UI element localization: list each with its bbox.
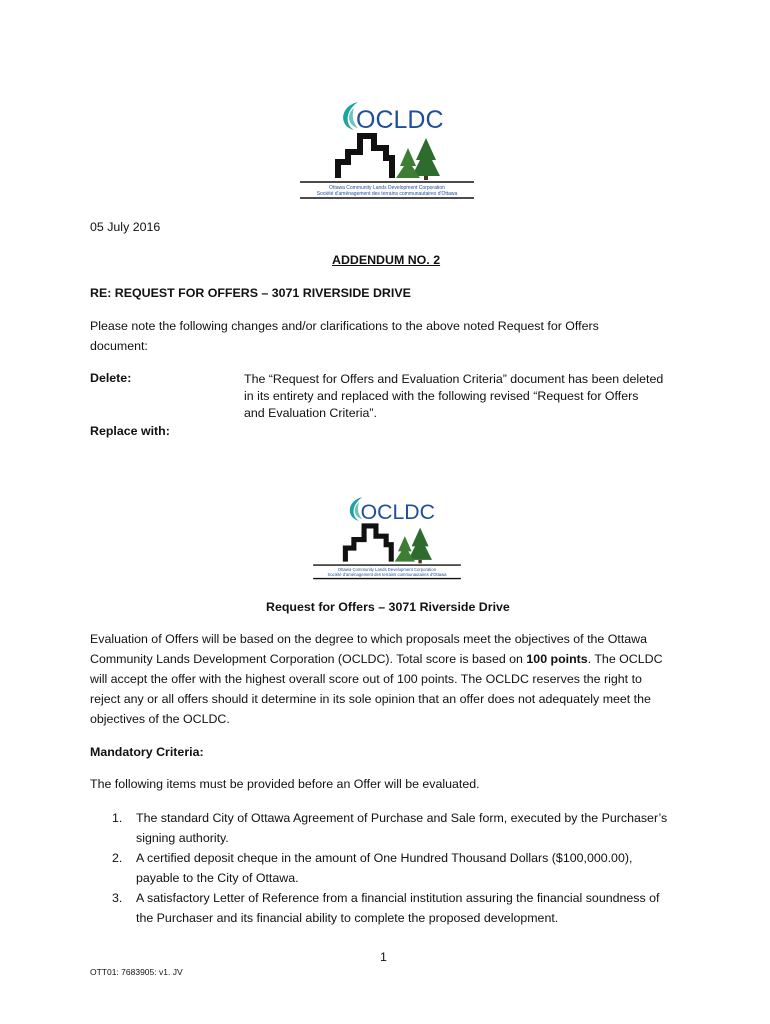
list-item (112, 848, 682, 888)
mandatory-list (112, 808, 682, 928)
svg-text:Société d'aménagement des terr: Société d'aménagement des terrains communautaires d'Ottawa (316, 191, 458, 197)
ocldc-logo-graphic (296, 96, 478, 202)
list-item (112, 808, 682, 848)
svg-text:OCLDC: OCLDC (356, 106, 444, 134)
rfo-title: Request for Offers – 3071 Riverside Drive (266, 600, 510, 614)
evaluation-line: Evaluation of Offers will be based on the degree to which proposals meet the objectives of the Ottawa (90, 632, 647, 646)
list-item-line: the Purchaser and its financial ability to complete the proposed development. (136, 911, 559, 925)
mandatory-heading: Mandatory Criteria: (90, 745, 204, 759)
list-item-line: The standard City of Ottawa Agreement of Purchase and Sale form, executed by the Purchaser’s (136, 811, 668, 825)
evaluation-line: reject any or all offers should it determine in its sole opinion that an offer does not adequately meet the (90, 692, 651, 706)
evaluation-text: Community Lands Development Corporation (OCLDC). Total score is based on (90, 652, 527, 666)
list-item-line: payable to the City of Ottawa. (136, 871, 299, 885)
intro-line: Please note the following changes and/or clarifications to the above noted Request for Offers (90, 319, 599, 333)
list-item-line: A satisfactory Letter of Reference from a financial institution assuring the financial soundness of (136, 891, 660, 905)
addendum-title: ADDENDUM NO. 2 (332, 253, 441, 267)
document-date: 05 July 2016 (90, 220, 161, 234)
svg-text:Société d'aménagement des terr: Société d'aménagement des terrains communautaires d'Ottawa (327, 572, 447, 578)
svg-text:OCLDC: OCLDC (360, 501, 435, 525)
list-item-number: 1. (112, 811, 123, 825)
re-line: RE: REQUEST FOR OFFERS – 3071 RIVERSIDE DRIVE (90, 286, 411, 300)
svg-text:Ottawa Community Lands Develop: Ottawa Community Lands Development Corporation (337, 566, 437, 572)
delete-text-line: and Evaluation Criteria”. (244, 406, 377, 420)
list-item (112, 888, 682, 928)
evaluation-text: . The OCLDC (587, 652, 663, 666)
evaluation-line (90, 649, 690, 669)
delete-text-line: The “Request for Offers and Evaluation Criteria” document has been deleted (244, 372, 664, 386)
list-item-number: 3. (112, 891, 123, 905)
intro-paragraph (90, 316, 690, 356)
footer-code: OTT01: 7683905: v1. JV (90, 967, 183, 977)
list-item-line: A certified deposit cheque in the amount of One Hundred Thousand Dollars ($100,000.00), (136, 851, 633, 865)
mandatory-intro: The following items must be provided before an Offer will be evaluated. (90, 777, 480, 791)
delete-text-line: in its entirety and replaced with the following revised “Request for Offers (244, 389, 639, 403)
evaluation-line: objectives of the OCLDC. (90, 712, 230, 726)
intro-line: document: (90, 339, 148, 353)
page-number: 1 (380, 950, 387, 964)
evaluation-paragraph (90, 629, 690, 729)
evaluation-line: will accept the offer with the highest overall score out of 100 points. The OCLDC reserves the right to (90, 672, 642, 686)
svg-text:Ottawa Community Lands Develop: Ottawa Community Lands Development Corporation (329, 185, 445, 191)
ocldc-logo-top (296, 96, 478, 202)
delete-label: Delete: (90, 371, 132, 385)
ocldc-logo-middle (308, 492, 466, 582)
replace-label: Replace with: (90, 424, 170, 438)
list-item-line: signing authority. (136, 831, 229, 845)
list-item-number: 2. (112, 851, 123, 865)
delete-text (244, 371, 684, 422)
total-points: 100 points (526, 652, 588, 666)
ocldc-logo-graphic (308, 492, 466, 582)
